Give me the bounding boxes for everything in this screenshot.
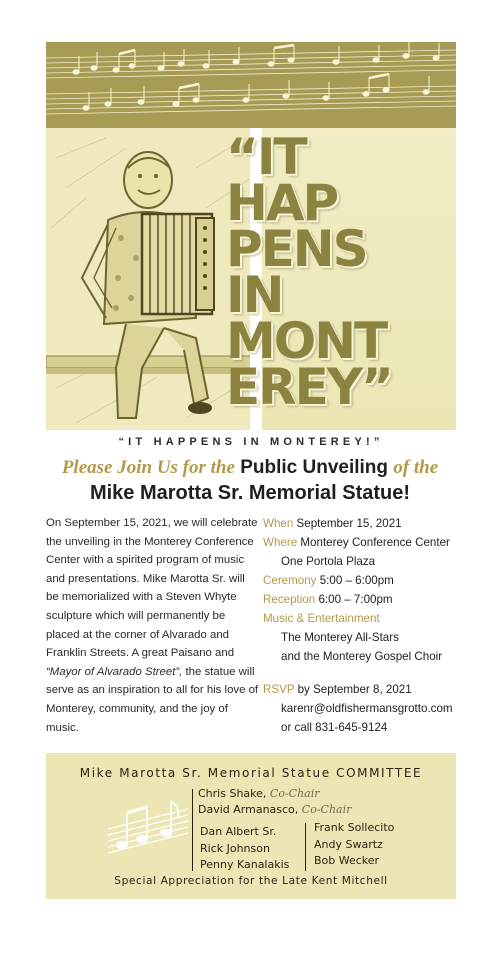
accordion-player-sketch [46, 128, 256, 430]
description-text: On September 15, 2021, we will celebrate the unveiling in the Monterey Conference Center with a spirited program of music and presentations. Mike Marotta Sr. will be memorialized with a Steven Whyte sculpture which will permanently be placed at the corner of Alvarado and Franklin Streets. A great Paisano and [46, 517, 258, 660]
headline-statue: Mike Marotta Sr. Memorial Statue! [89, 482, 411, 504]
chair-row [198, 786, 448, 802]
headline [30, 456, 470, 480]
when-value: September 15, 2021 [296, 517, 402, 530]
member-name: Andy Swartz [314, 837, 383, 851]
member-name: Rick Johnson [200, 841, 270, 855]
event-details [263, 514, 463, 737]
music-staff-banner [46, 42, 456, 128]
reception-label: Reception [263, 593, 316, 606]
chair-row [198, 802, 448, 818]
appreciation-name: Kent Mitchell [311, 875, 388, 887]
rsvp-label: RSVP [263, 683, 295, 696]
hero-title-line: PENS [226, 220, 367, 278]
music-notes-icon [108, 789, 188, 859]
hero-title-line: “IT [226, 128, 306, 186]
member-name: Bob Wecker [314, 854, 380, 867]
detail-reception [263, 590, 463, 609]
chair-role: Co-Chair [269, 787, 320, 800]
where-value: Monterey Conference Center [300, 536, 450, 549]
chair-name: Chris Shake, [198, 787, 267, 800]
detail-where [263, 533, 463, 552]
hero-title-line: HAP [226, 174, 338, 232]
detail-when [263, 514, 463, 533]
hero-title-line: IN [226, 266, 283, 324]
headline-intro: Please Join Us for the [61, 457, 235, 478]
detail-rsvp [263, 680, 463, 699]
committee-panel [46, 753, 456, 899]
event-description [46, 514, 260, 737]
music-value-1: The Monterey All-Stars [281, 631, 399, 644]
ceremony-value: 5:00 – 6:00pm [319, 574, 394, 587]
member-name: Dan Albert Sr. [200, 825, 277, 838]
divider-line [192, 789, 193, 871]
spacer [263, 666, 463, 680]
hero-title [226, 128, 456, 416]
reception-value: 6:00 – 7:00pm [318, 593, 393, 606]
sheet-music-illustration [46, 42, 456, 128]
hero-title-line: MONT [226, 312, 387, 370]
when-label: When [263, 517, 294, 530]
committee-chairs [198, 786, 448, 818]
tagline: “IT HAPPENS IN MONTEREY!” [118, 436, 384, 448]
divider-line [305, 823, 306, 871]
rsvp-phone[interactable]: or call 831-645-9124 [281, 721, 388, 734]
chair-role: Co-Chair [301, 803, 352, 816]
committee-members-right [314, 820, 394, 870]
chair-name: David Armanasco, [198, 803, 299, 816]
appreciation-text: Special Appreciation for the Late [114, 875, 308, 887]
hero-title-line: EREY” [226, 358, 392, 416]
description-text-end: the statue will serve as an inspiration to all for his love of Monterey, community, and the joy of music. [46, 665, 259, 734]
where-value-address: One Portola Plaza [281, 555, 376, 568]
headline-event: Public Unveiling [240, 457, 389, 478]
music-value-2: and the Monterey Gospel Choir [281, 650, 443, 663]
where-label: Where [263, 536, 298, 549]
ceremony-label: Ceremony [263, 574, 317, 587]
detail-ceremony [263, 571, 463, 590]
member-name: Penny Kanalakis [200, 858, 290, 871]
rsvp-deadline: by September 8, 2021 [297, 683, 412, 696]
committee-members-left [200, 824, 289, 874]
headline-of-the: of the [393, 457, 439, 478]
description-quote: “Mayor of Alvarado Street”, [46, 665, 183, 678]
hero-illustration [46, 128, 456, 430]
rsvp-email-link[interactable]: karenr@oldfishermansgrotto.com [281, 702, 453, 715]
special-appreciation [46, 875, 456, 887]
music-label: Music & Entertainment [263, 612, 380, 625]
committee-title: Mike Marotta Sr. Memorial Statue COMMITTEE [79, 766, 423, 780]
member-name: Frank Sollecito [314, 821, 395, 834]
